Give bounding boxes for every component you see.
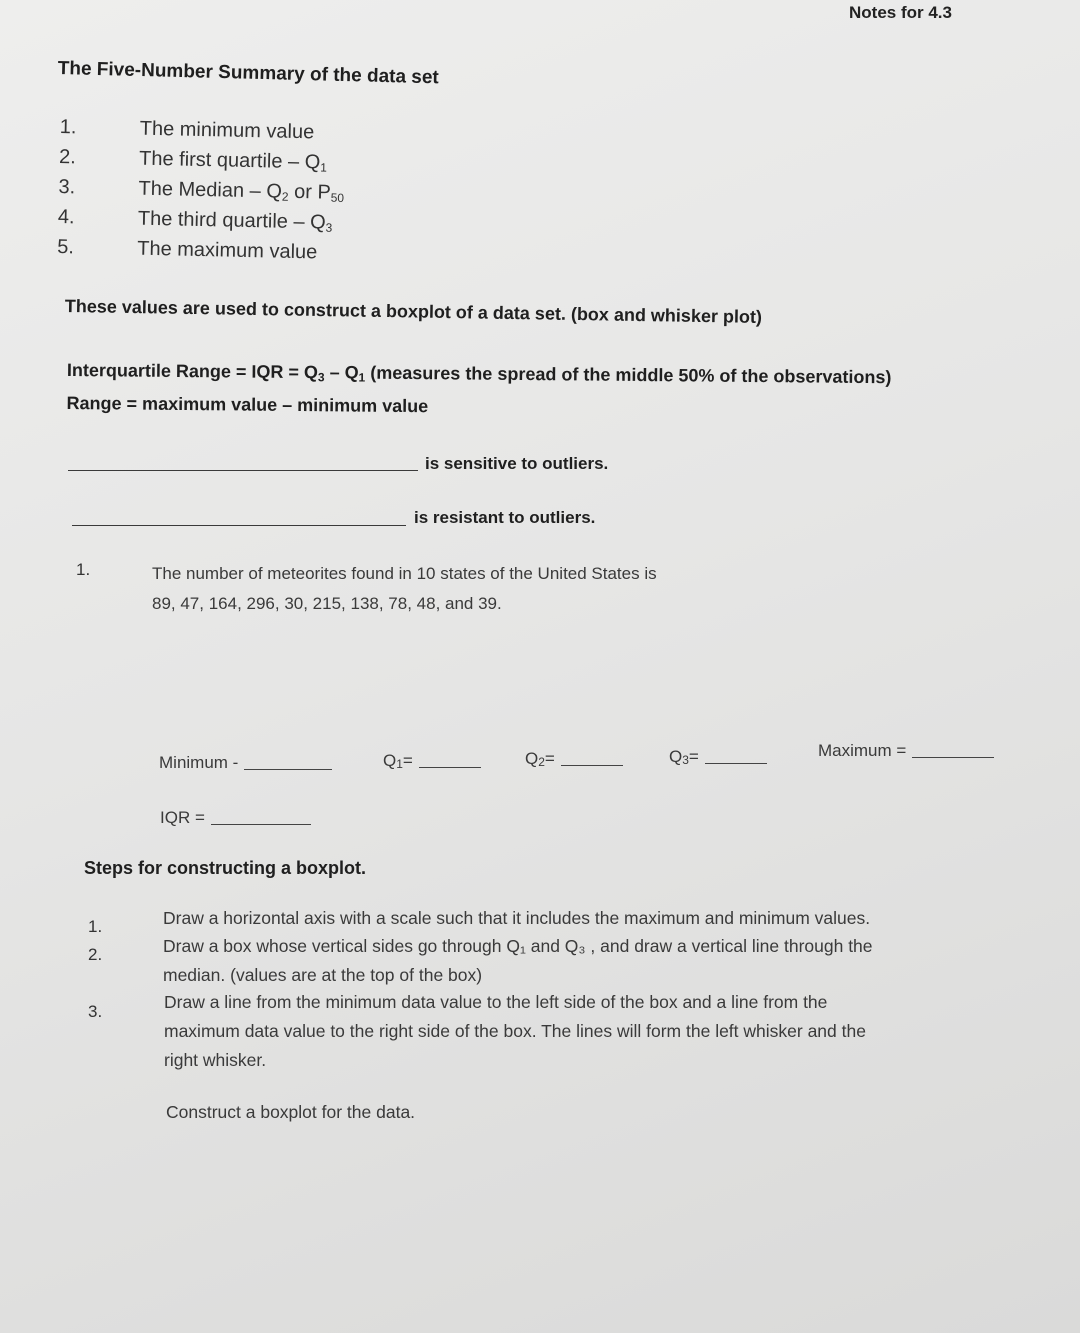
list-item: [57, 236, 343, 272]
list-text: The third quartile – $Q_3$: [137, 207, 333, 235]
q3-field: Q 3 =: [669, 747, 767, 767]
list-text: The Median – $Q_2$ or $P_{50}$: [138, 177, 345, 205]
step-number: 3.: [88, 1002, 103, 1021]
sensitive-label: is sensitive to outliers.: [425, 454, 609, 473]
sensitive-blank[interactable]: [68, 470, 418, 471]
q2-blank[interactable]: [561, 765, 623, 766]
step-number: 1.: [88, 917, 103, 936]
list-text: The maximum value: [137, 237, 318, 264]
list-number: 5.: [57, 235, 75, 259]
minimum-field: Minimum -: [159, 753, 332, 773]
minimum-blank[interactable]: [244, 769, 332, 770]
q3-blank[interactable]: [705, 763, 767, 764]
iqr-definition: Interquartile Range = IQR = $Q_3 - Q_1$ (measures the spread of the middle 50% of the observations): [66, 359, 892, 388]
q1-blank[interactable]: [419, 767, 481, 768]
boxplot-note: These values are used to construct a boxplot of a data set. (box and whisker plot): [64, 296, 763, 327]
list-number: 1.: [59, 116, 77, 139]
step-text: Draw a horizontal axis with a scale such that it includes the maximum and minimum values.: [163, 908, 871, 928]
step-text: Draw a box whose vertical sides go through Q₁ and Q₃ , and draw a vertical line through the median. (values are at the top of the box): [163, 936, 873, 985]
step-text: Draw a line from the minimum data value to the left side of the box and a line from the maximum data value to the right side of the box. The lines will form the left whisker and the right whisker.: [164, 992, 866, 1070]
construct-instruction: Construct a boxplot for the data.: [166, 1102, 416, 1122]
example-number: 1.: [76, 560, 91, 579]
maximum-blank[interactable]: [912, 757, 994, 758]
step-number: 2.: [88, 945, 103, 964]
page-header: Notes for 4.3: [849, 3, 952, 22]
example-text: [152, 559, 657, 619]
resistant-blank[interactable]: [72, 525, 406, 526]
q1-field: Q 1 =: [383, 751, 481, 771]
list-text: The first quartile – $Q_1$: [138, 147, 327, 175]
section-title: The Five-Number Summary of the data set: [57, 58, 440, 89]
list-number: 3.: [58, 175, 76, 199]
maximum-field: Maximum =: [818, 741, 994, 761]
q2-field: Q 2 =: [525, 749, 623, 769]
resistant-label: is resistant to outliers.: [414, 508, 596, 527]
range-definition: Range = maximum value – minimum value: [66, 392, 429, 417]
iqr-blank[interactable]: [211, 824, 311, 825]
iqr-field: IQR =: [160, 808, 311, 828]
example-data: 89, 47, 164, 296, 30, 215, 138, 78, 48, and 39.: [152, 594, 502, 613]
definitions: [66, 356, 891, 424]
steps-title: Steps for constructing a boxplot.: [84, 858, 367, 878]
example-line: The number of meteorites found in 10 states of the United States is: [152, 564, 657, 583]
five-number-list: [57, 116, 346, 272]
list-number: 4.: [57, 205, 75, 229]
list-text: The minimum value: [139, 117, 315, 144]
list-number: 2.: [58, 145, 77, 169]
